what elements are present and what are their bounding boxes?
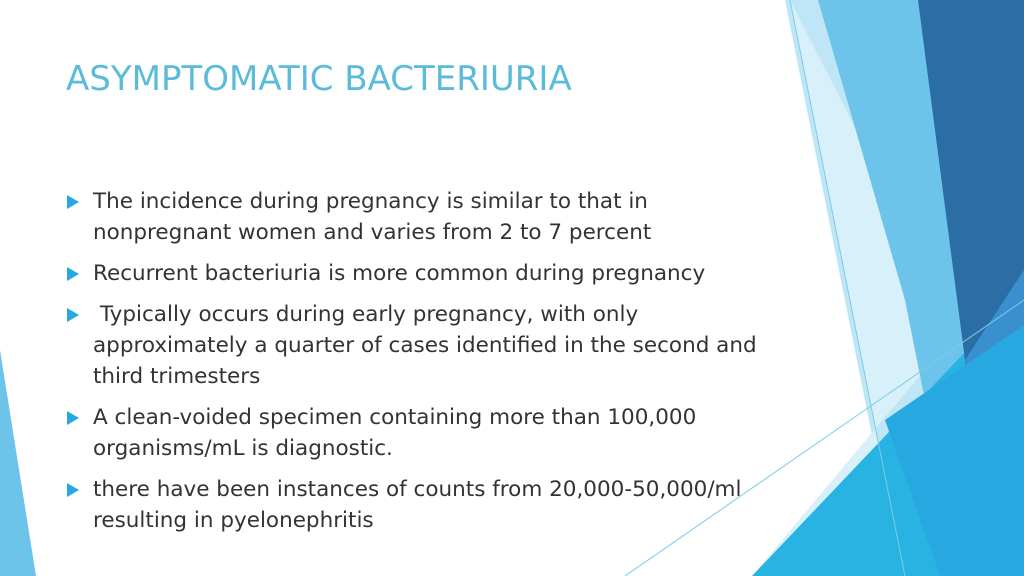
triangle-right-icon (67, 308, 79, 322)
bullet-item (66, 402, 766, 464)
bullet-item (66, 258, 766, 289)
bullet-list (66, 186, 766, 546)
slide-title: ASYMPTOMATIC BACTERIURIA (66, 59, 572, 99)
triangle-right-icon (67, 267, 79, 281)
bullet-text: The incidence during pregnancy is similar to that in nonpregnant women and varies from 2 to 7 percent (93, 189, 652, 245)
bullet-text: Recurrent bacteriuria is more common during pregnancy (93, 261, 706, 286)
left-edge-shape (0, 350, 36, 576)
bullet-item (66, 186, 766, 248)
bullet-text: there have been instances of counts from 20,000-50,000/ml resulting in pyelonephritis (93, 477, 742, 533)
bullet-item (66, 299, 766, 392)
triangle-right-icon (67, 483, 79, 497)
triangle-right-icon (67, 411, 79, 425)
bullet-text: Typically occurs during early pregnancy, with only approximately a quarter of cases identified in the second and third trimesters (93, 302, 764, 389)
triangle-right-icon (67, 195, 79, 209)
bullet-text: A clean-voided specimen containing more than 100,000 organisms/mL is diagnostic. (93, 405, 697, 461)
bullet-item (66, 474, 766, 536)
